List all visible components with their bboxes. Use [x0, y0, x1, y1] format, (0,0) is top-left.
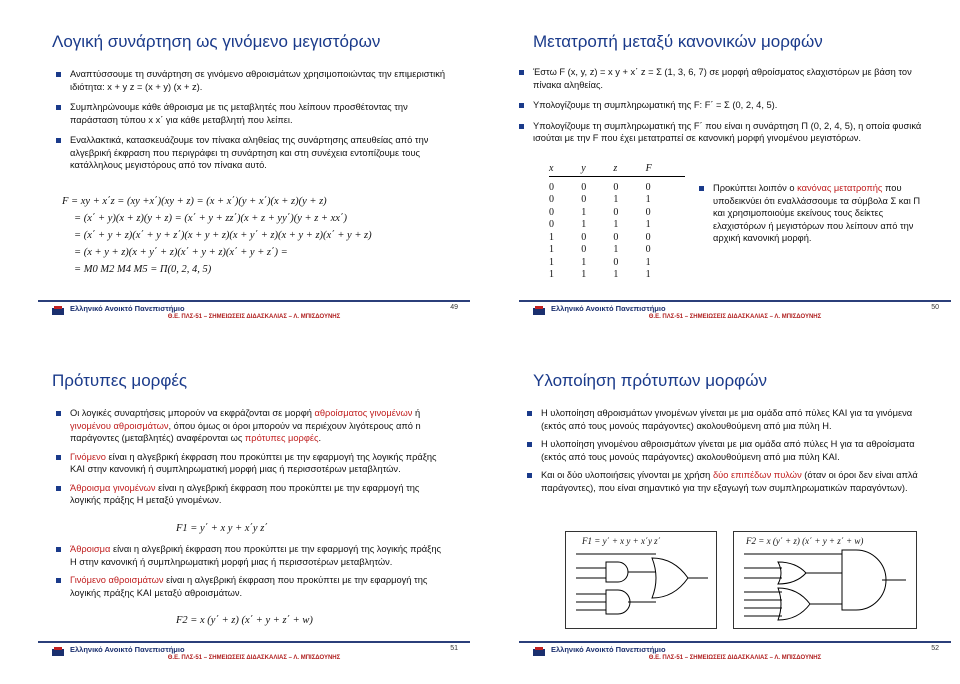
slide-50: [511, 14, 959, 336]
circuit-label: F2 = x (y΄ + z) (x΄ + y + z΄ + w): [746, 536, 864, 546]
col-header: F: [646, 160, 685, 177]
table-row: [549, 269, 685, 282]
table-cell: 1: [645, 269, 651, 281]
highlight: δύο επιπέδων πυλών: [712, 470, 802, 480]
page-number: 50: [931, 304, 939, 311]
table-cell: 1: [645, 219, 651, 231]
col-header: y: [581, 160, 613, 177]
table-cell: 0: [613, 231, 619, 243]
footer-university: Ελληνικό Ανοικτό Πανεπιστήμιο: [551, 304, 666, 313]
table-cell: 0: [645, 206, 651, 218]
truth-table: [549, 160, 685, 281]
table-row: [549, 206, 685, 219]
math-line: = (x + y + z)(x + y΄ + z)(x΄ + y + z)(x΄ + y + z΄) =: [74, 247, 288, 258]
note-text: που υποδεικνύει ότι εναλλάσσουμε τα σύμβολα Σ και Π και χρησιμοποιούμε εκείνους τους δείκτες ελαχιστόρων ή μεγιστόρων που λείπουν από την αρχική κανονική μορφή.: [713, 183, 921, 243]
note-list: [699, 182, 921, 253]
table-cell: 0: [581, 194, 587, 206]
math-line: F = xy + x΄z = (xy +x΄)(xy + z) = (x + x΄)(y + x΄)(x + z)(y + z): [62, 196, 327, 207]
footer-university: Ελληνικό Ανοικτό Πανεπιστήμιο: [551, 645, 666, 654]
table-cell: 0: [613, 256, 619, 268]
bullet-item: [56, 543, 448, 568]
table-cell: 1: [581, 256, 587, 268]
slide-49: [30, 14, 478, 336]
bullet-item: Η υλοποίηση γινομένου αθροισμάτων γίνεται με μια ομάδα από πύλες Η για τα αθροίσματα (εκτός από τους μονούς παράγοντες) ακολουθούμενη από μια πύλη ΚΑΙ.: [527, 438, 931, 463]
table-cell: 0: [613, 181, 619, 193]
bullet-list: [519, 66, 929, 153]
table-cell: 1: [549, 269, 554, 281]
note-highlight: κανόνας μετατροπής: [797, 183, 883, 193]
table-row: [549, 194, 685, 207]
table-row: [549, 177, 685, 194]
formula-f2: F2 = x (y΄ + z) (x΄ + y + z΄ + w): [176, 615, 313, 626]
highlight: πρότυπες μορφές: [244, 433, 319, 443]
table-cell: 1: [581, 206, 587, 218]
highlight: Άθροισμα: [70, 544, 111, 554]
text: είναι η αλγεβρική έκφραση που προκύπτει με την εφαρμογή της λογικής πράξης Η μεταξύ γινομένων.: [70, 482, 420, 505]
footer-rule: [519, 300, 951, 302]
note-text: Προκύπτει λοιπόν ο: [713, 183, 798, 193]
text: .: [318, 433, 322, 443]
text: (όταν οι όροι δεν είναι απλά παράγοντες), που είναι σημαντικό για την εξαγωγή των συμπληρωματικών παραγόντων).: [541, 470, 918, 493]
table-cell: 1: [549, 231, 554, 243]
bullet-item: Υπολογίζουμε τη συμπληρωματική της F΄ που είναι η συνάρτηση Π (0, 2, 4, 5), η οποία φυσικά ισούται με την F που έχει μετατραπεί σε κανονική μορφή γινομένου μεγιστόρων.: [519, 120, 929, 145]
table-cell: 1: [549, 256, 554, 268]
text: είναι η αλγεβρική έκφραση που προκύπτει με την εφαρμογή της λογικής πράξης ΚΑΙ μεταξύ αθροισμάτων.: [70, 575, 428, 598]
bullet-item: [527, 469, 931, 494]
slide-footer: [30, 641, 478, 665]
footer-course: Θ.Ε. ΠΛΣ-51 – ΣΗΜΕΙΩΣΕΙΣ ΔΙΔΑΣΚΑΛΙΑΣ – Λ. ΜΠΙΣΔΟΥΝΗΣ: [648, 655, 822, 661]
slide-footer: [511, 300, 959, 324]
table-cell: 0: [581, 181, 587, 193]
page-number: 49: [450, 304, 458, 311]
bullet-list: [56, 543, 448, 605]
page-number: 52: [931, 645, 939, 652]
table-header-row: [549, 160, 685, 177]
slide-footer: [30, 300, 478, 324]
bullet-item: Η υλοποίηση αθροισμάτων γινομένων γίνεται με μια ομάδα από πύλες ΚΑΙ για τα γινόμενα (εκτός από τους μονούς παράγοντες) ακολουθούμενη από μια πύλη Η.: [527, 407, 931, 432]
math-line: = (x΄ + y + z)(x΄ + y + z΄)(x + y + z)(x + y΄ + z)(x + y + z)(x΄ + y + z): [74, 230, 372, 241]
rule-note: [699, 182, 921, 245]
math-line: = (x΄ + y)(x + z)(y + z) = (x΄ + y + zz΄)(x + z + yy΄)(y + z + xx΄): [74, 213, 347, 224]
table-cell: 1: [645, 256, 651, 268]
footer-rule: [519, 641, 951, 643]
table-cell: 0: [549, 181, 554, 193]
slide-title: Λογική συνάρτηση ως γινόμενο μεγιστόρων: [52, 32, 381, 51]
table-row: [549, 256, 685, 269]
text: είναι η αλγεβρική έκφραση που προκύπτει με την εφαρμογή της λογικής πράξης ΚΑΙ στην κανονική ή συμπληρωματική μορφή μιας ή περισσοτέρων μεταβλητών.: [70, 451, 437, 474]
table-cell: 0: [613, 206, 619, 218]
math-line: = M0 M2 M4 M5 = Π(0, 2, 4, 5): [74, 264, 212, 275]
table-cell: 0: [645, 244, 651, 256]
footer-rule: [38, 300, 470, 302]
bullet-item: Υπολογίζουμε τη συμπληρωματική της F: F΄ = Σ (0, 2, 4, 5).: [519, 99, 929, 112]
table-cell: 0: [549, 206, 554, 218]
table-cell: 0: [581, 244, 587, 256]
footer-course: Θ.Ε. ΠΛΣ-51 – ΣΗΜΕΙΩΣΕΙΣ ΔΙΔΑΣΚΑΛΙΑΣ – Λ. ΜΠΙΣΔΟΥΝΗΣ: [167, 314, 341, 320]
table-cell: 0: [645, 181, 651, 193]
bullet-item: [56, 407, 448, 445]
text: Οι λογικές συναρτήσεις μπορούν να εκφράζονται σε μορφή: [70, 408, 315, 418]
table-cell: 1: [549, 244, 554, 256]
slide-title: Πρότυπες μορφές: [52, 371, 188, 390]
slide-title: Μετατροπή μεταξύ κανονικών μορφών: [533, 32, 823, 51]
logic-gates-icon: [734, 548, 916, 626]
table-cell: 0: [549, 194, 554, 206]
table-cell: 1: [645, 194, 651, 206]
circuit-label: F1 = y΄ + x y + x΄y z΄: [582, 536, 661, 546]
table-cell: 1: [613, 194, 619, 206]
text: είναι η αλγεβρική έκφραση που προκύπτει με την εφαρμογή της λογικής πράξης Η στην κανονική ή συμπληρωματική μορφή μιας ή περισσοτέρων μεταβλητών.: [70, 544, 441, 567]
logic-gates-icon: [566, 548, 716, 626]
circuit-diagram-f1: [565, 531, 717, 629]
col-header: x: [549, 160, 581, 177]
highlight: Γινόμενο: [70, 451, 106, 462]
table-cell: 1: [581, 219, 587, 231]
bullet-item: [56, 451, 448, 476]
page-number: 51: [450, 645, 458, 652]
footer-course: Θ.Ε. ΠΛΣ-51 – ΣΗΜΕΙΩΣΕΙΣ ΔΙΔΑΣΚΑΛΙΑΣ – Λ. ΜΠΙΣΔΟΥΝΗΣ: [167, 655, 341, 661]
table-cell: 1: [581, 269, 587, 281]
highlight: αθροίσματος γινομένων: [314, 408, 413, 418]
text: ή: [412, 408, 421, 418]
footer-course: Θ.Ε. ΠΛΣ-51 – ΣΗΜΕΙΩΣΕΙΣ ΔΙΔΑΣΚΑΛΙΑΣ – Λ. ΜΠΙΣΔΟΥΝΗΣ: [648, 314, 822, 320]
table-row: [549, 219, 685, 232]
footer-university: Ελληνικό Ανοικτό Πανεπιστήμιο: [70, 304, 185, 313]
formula-f1: F1 = y΄ + x y + x΄y z΄: [176, 523, 268, 534]
table-cell: 1: [613, 244, 619, 256]
bullet-list: [527, 407, 931, 500]
slide-title: Υλοποίηση πρότυπων μορφών: [533, 371, 767, 390]
bullet-item: Αναπτύσσουμε τη συνάρτηση σε γινόμενο αθροισμάτων χρησιμοποιώντας την επιμεριστική ιδιότητα: x + y z = (x + y) (x + z).: [56, 68, 452, 93]
highlight: γινομένου αθροισμάτων: [70, 420, 169, 431]
col-header: z: [613, 160, 645, 177]
circuit-diagram-f2: [733, 531, 917, 629]
table-cell: 0: [581, 231, 587, 243]
text: Και οι δύο υλοποιήσεις γίνονται με χρήση: [541, 470, 713, 480]
table-row: [549, 244, 685, 257]
slide-51: [30, 355, 478, 677]
table-row: [549, 231, 685, 244]
slide-52: [511, 355, 959, 677]
footer-university: Ελληνικό Ανοικτό Πανεπιστήμιο: [70, 645, 185, 654]
bullet-list: [56, 68, 452, 180]
table-cell: 1: [613, 269, 619, 281]
table-cell: 0: [645, 231, 651, 243]
text: , όπου όμως οι όροι μπορούν να περιέχουν λιγότερους από n παράγοντες (μεταβλητές) αναφέρονται ως: [70, 420, 421, 443]
footer-rule: [38, 641, 470, 643]
table-cell: 0: [549, 219, 554, 231]
bullet-item: Εναλλακτικά, κατασκευάζουμε τον πίνακα αληθείας της συνάρτησης απευθείας από την αλγεβρική έκφραση που περιγράφει τη συνάρτηση και στη συνέχεια εντοπίζουμε τους κατάλληλους μεγιστόρους από τον πίνακα αυτό.: [56, 134, 452, 172]
bullet-item: Έστω F (x, y, z) = x y + x΄ z = Σ (1, 3, 6, 7) σε μορφή αθροίσματος ελαχιστόρων με βάση τον πίνακα αληθείας.: [519, 66, 929, 91]
highlight: Άθροισμα γινομένων: [70, 482, 156, 493]
table-cell: 1: [613, 219, 619, 231]
slide-footer: [511, 641, 959, 665]
bullet-item: [56, 482, 448, 507]
bullet-list: [56, 407, 448, 513]
highlight: Γινόμενο αθροισμάτων: [70, 575, 164, 585]
bullet-item: [56, 574, 448, 599]
bullet-item: Συμπληρώνουμε κάθε άθροισμα με τις μεταβλητές που λείπουν προσθέτοντας την παράσταση τύπου x x΄ για κάθε μεταβλητή που λείπει.: [56, 101, 452, 126]
